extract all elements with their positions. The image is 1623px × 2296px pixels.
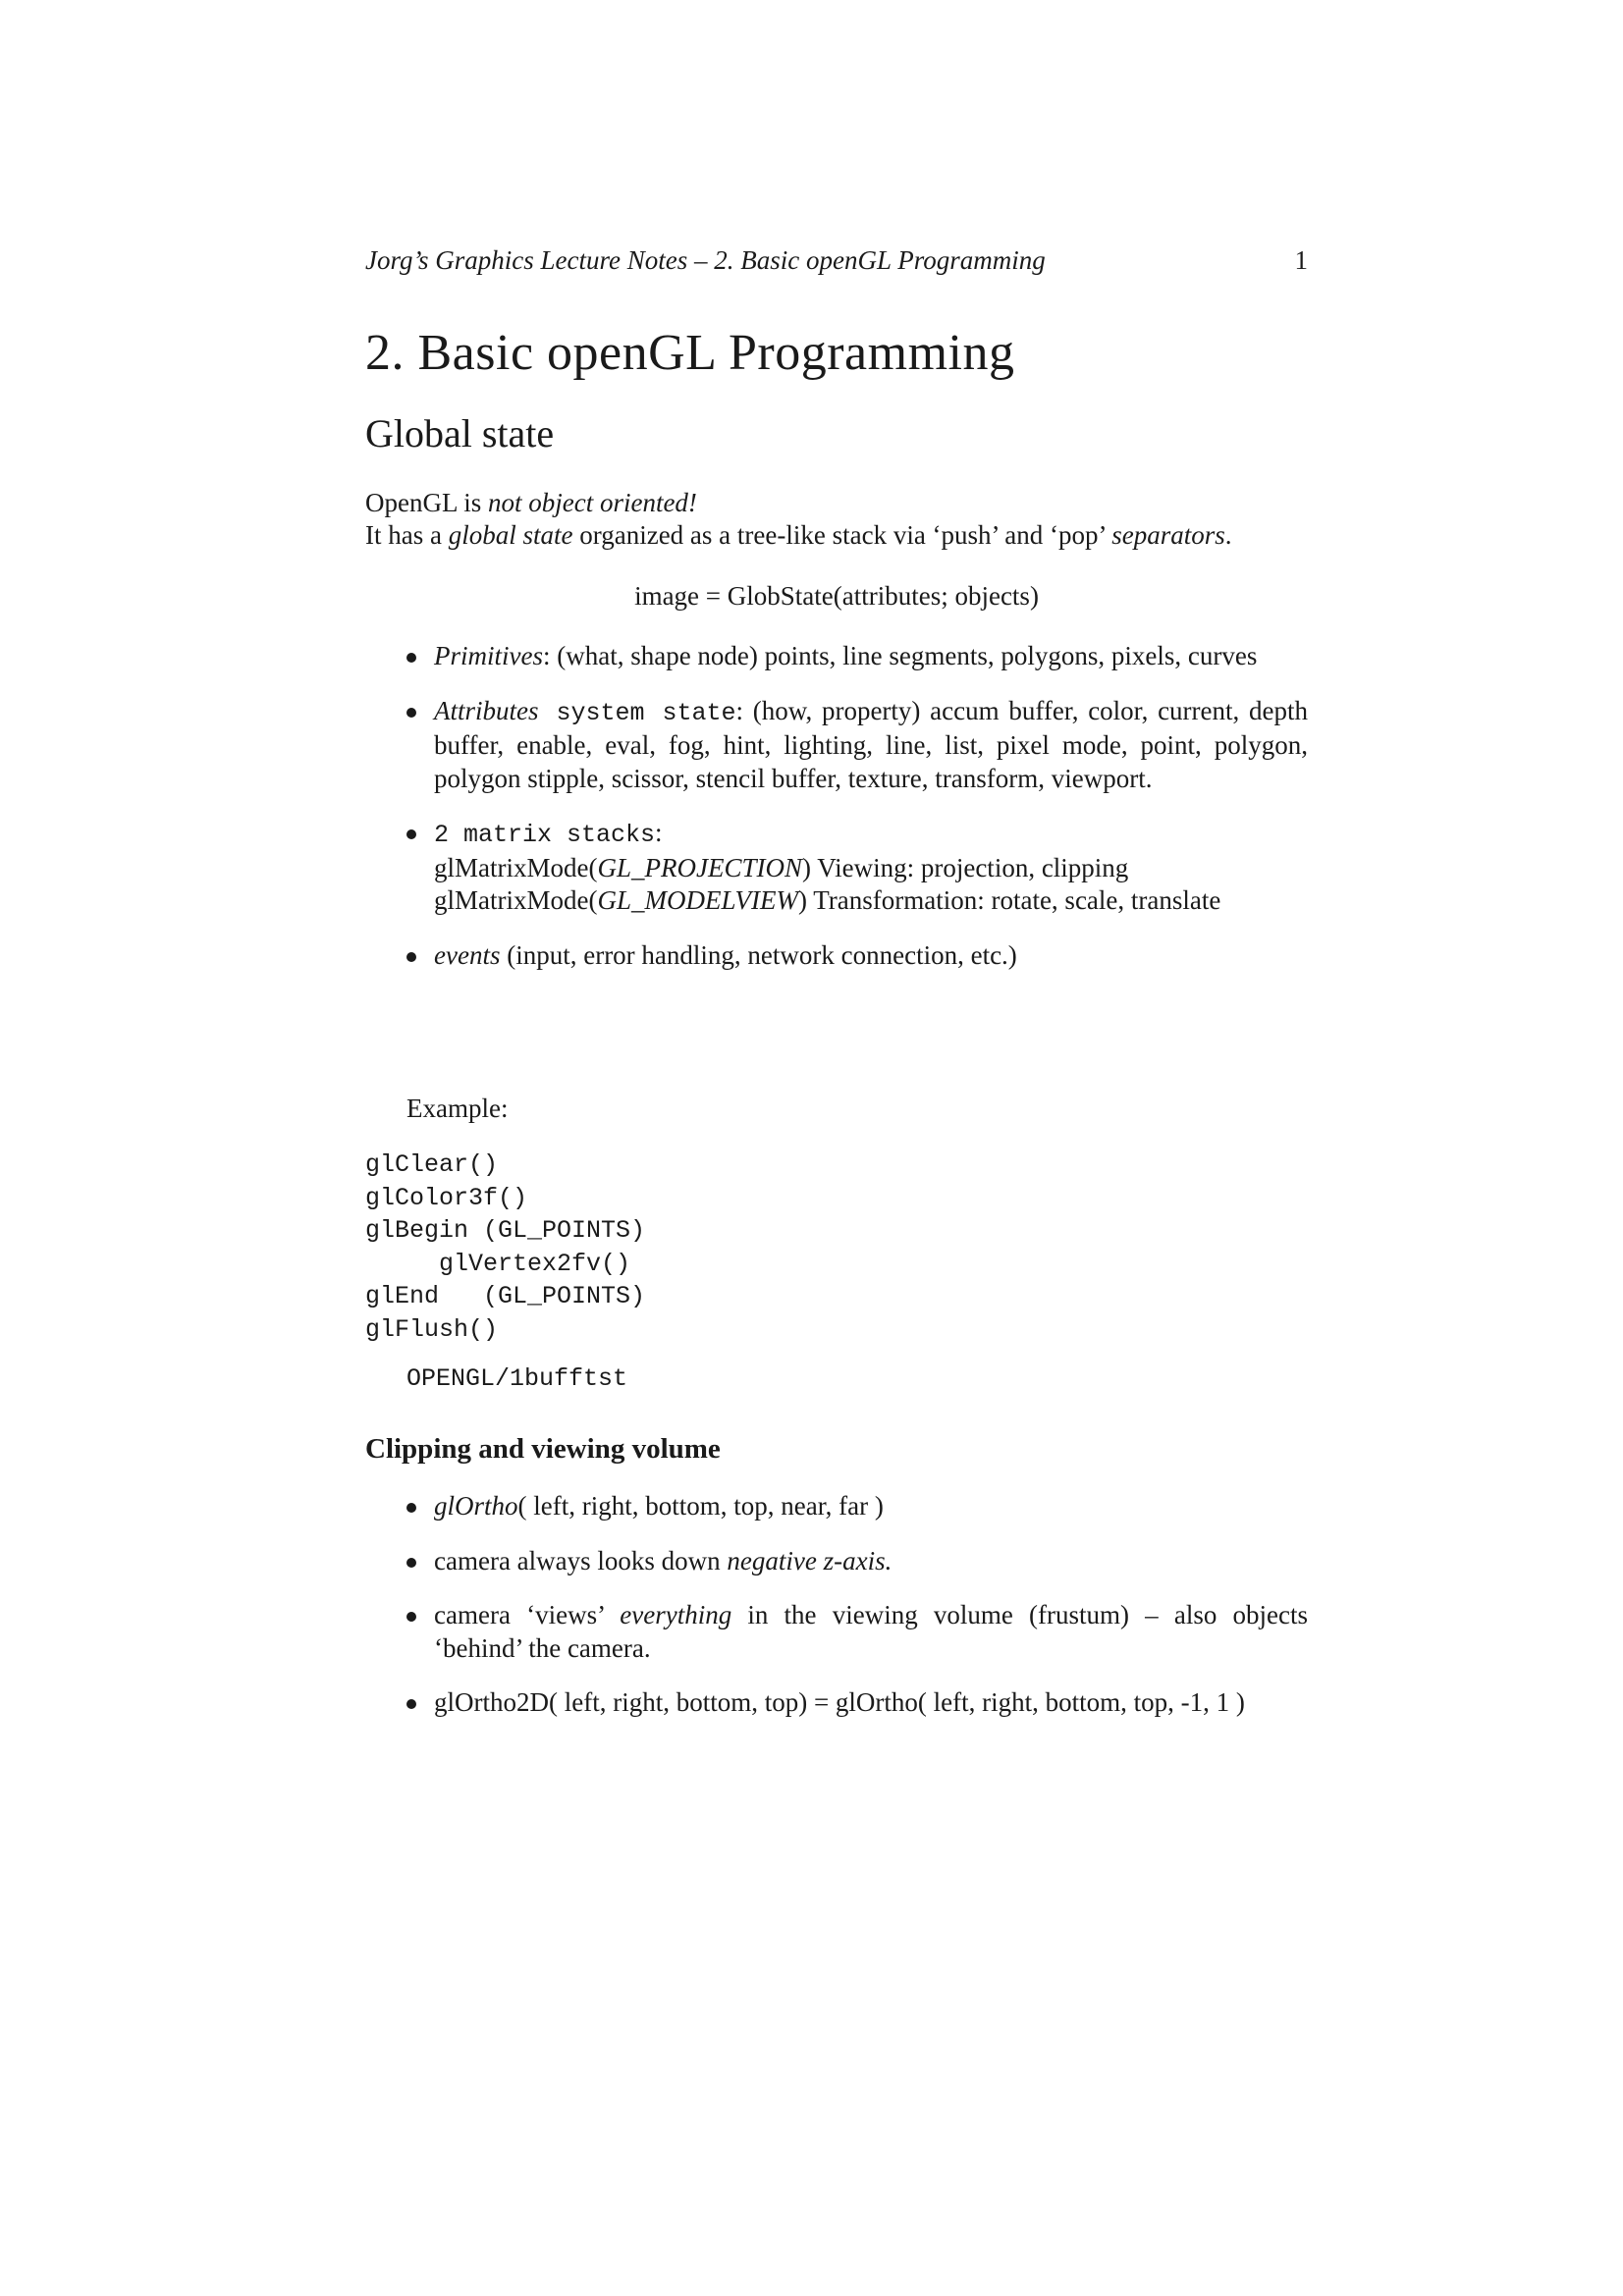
matrix-mode-projection [434,852,1308,885]
code-line: glEnd (GL_POINTS) [365,1282,646,1310]
bullet-text: camera always looks down [434,1545,728,1575]
bullet-term: negative z-axis. [727,1545,893,1575]
bullet-text: : (what, shape node) points, line segments, polygons, pixels, curves [542,641,1258,670]
bullet-term: Primitives [434,641,543,670]
subsection-title-clipping: Clipping and viewing volume [365,1433,721,1465]
intro-text: organized as a tree-like stack via ‘push’ and ‘pop’ [572,520,1112,550]
intro-text: It has a [365,520,449,550]
running-header-title: Jorg’s Graphics Lecture Notes – 2. Basic openGL Programming [365,245,1046,275]
bullet-term: glOrtho [434,1491,518,1521]
bullet-primitives [405,640,1308,673]
bullet-text: : (how, property) accum buffer, color, current, depth buffer, enable, eval, fog, hint, lighting, line, list, pixel mode, point, polygon, polygon stipple, scissor, stencil buffer, texture, transform, viewport. [434,695,1308,793]
page-number: 1 [1294,245,1308,275]
section-title-global-state: Global state [365,411,555,455]
bullet-text: ) Transformation: rotate, scale, translate [797,885,1221,915]
bullet-term: GL_PROJECTION [597,852,802,882]
bullet-events [405,939,1308,973]
file-reference: OPENGL/1bufftst [406,1364,628,1393]
bullet-term: everything [620,1600,732,1629]
bullet-text: glMatrixMode( [434,852,598,882]
running-header [365,245,1308,276]
bullet-code: 2 matrix stacks [434,821,656,849]
intro-emphasis: global state [448,520,573,550]
bullet-text: (input, error handling, network connection, etc.) [500,939,1017,970]
bullet-term: GL_MODELVIEW [597,885,798,915]
code-line: glVertex2fv() [365,1249,631,1278]
bullet-text: ) Viewing: projection, clipping [801,852,1129,882]
code-example [365,1148,645,1346]
code-line: glBegin (GL_POINTS) [365,1216,646,1245]
bullet-text: camera ‘views’ [434,1600,621,1629]
bullet-text: glMatrixMode( [434,885,598,915]
bullet-term: Attributes [434,695,539,725]
bullet-code: system state [538,698,736,727]
chapter-title: 2. Basic openGL Programming [365,325,1015,381]
bullet-text: glOrtho2D( left, right, bottom, top) = glOrtho( left, right, bottom, top, -1, 1 ) [434,1687,1245,1717]
bullet-glortho [405,1490,1308,1523]
intro-text: OpenGL is [365,488,488,517]
bullet-views-everything [405,1599,1308,1665]
intro-emphasis: not object oriented! [487,488,697,517]
bullet-glortho2d [405,1686,1308,1720]
bullet-text: : [655,818,663,847]
clipping-bullet-list [405,1490,1308,1720]
code-line: glFlush() [365,1314,499,1344]
intro-paragraph [365,487,1308,552]
intro-line-1 [365,487,1308,519]
intro-text: . [1224,520,1232,550]
bullet-text: ( left, right, bottom, top, near, far ) [517,1491,884,1521]
intro-line-2 [365,519,1308,552]
example-label: Example: [406,1094,509,1123]
bullet-negative-z [405,1545,1308,1578]
matrix-mode-modelview [434,884,1308,918]
display-equation: image = GlobState(attributes; objects) [634,581,1039,611]
bullet-attributes [405,695,1308,796]
bullet-term: events [434,939,501,970]
bullet-matrix-stacks [405,817,1308,918]
intro-emphasis: separators [1111,520,1225,550]
global-state-bullet-list [405,640,1308,972]
bullet-text: in the viewing volume (frustum) – also objects ‘behind’ the camera. [434,1600,1308,1663]
matrix-stacks-heading [434,817,1308,852]
code-line: glColor3f() [365,1183,528,1212]
code-line: glClear() [365,1150,499,1179]
